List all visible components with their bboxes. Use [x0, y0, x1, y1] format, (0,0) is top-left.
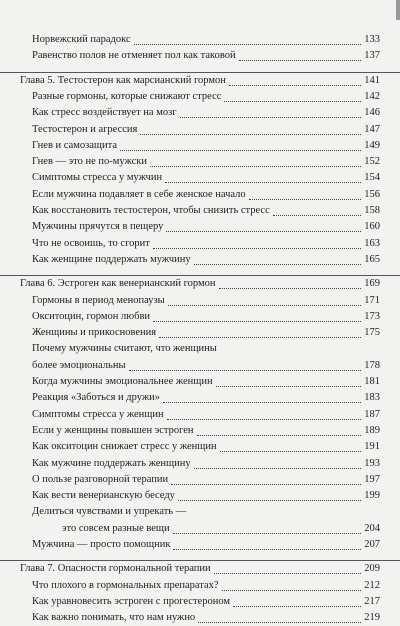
dot-leader [219, 287, 361, 289]
dot-leader [150, 165, 361, 167]
toc-entry-row[interactable] [0, 122, 400, 138]
toc-page-number: 163 [364, 237, 380, 249]
dot-leader [220, 450, 361, 452]
toc-entry-row[interactable] [0, 578, 400, 594]
toc-entry-row[interactable] [0, 309, 400, 325]
toc-entry-row[interactable] [0, 252, 400, 268]
toc-page-number: 141 [364, 74, 380, 86]
toc-entry-row[interactable] [0, 32, 400, 48]
toc-page-number: 219 [364, 612, 380, 624]
toc-entry-title: Как восстановить тестостерон, чтобы снизить стресс [32, 205, 270, 216]
toc-page-number: 191 [364, 441, 380, 453]
toc-entry-title: Как вести венерианскую беседу [32, 490, 175, 502]
dot-leader [153, 320, 361, 322]
toc-entry-row[interactable] [0, 594, 400, 610]
toc-entry-row[interactable] [0, 138, 400, 154]
dot-leader [120, 149, 361, 151]
toc-entry-row[interactable] [0, 105, 400, 121]
toc-entry-row[interactable] [0, 187, 400, 203]
toc-page-number: 146 [364, 107, 380, 119]
toc-entry-title: Если у женщины повышен эстроген [32, 424, 194, 436]
dot-leader [233, 605, 361, 607]
dot-leader [222, 589, 361, 591]
toc-entry-row[interactable] [0, 521, 400, 537]
toc-page-number: 160 [364, 221, 380, 233]
toc-page-number: 189 [364, 424, 380, 436]
dot-leader [194, 263, 361, 265]
toc-entry-row[interactable] [0, 48, 400, 64]
toc-entry-title: Окситоцин, гормон любви [32, 310, 151, 322]
dot-leader [166, 230, 361, 232]
dot-leader [197, 434, 361, 436]
toc-page-number: 137 [364, 50, 380, 62]
toc-entry-title: Как женщине поддержать мужчину [32, 253, 191, 265]
toc-page-number: 171 [364, 294, 380, 306]
toc-page-number: 181 [364, 376, 380, 387]
toc-page-number: 154 [364, 172, 380, 184]
toc-entry-title: Симптомы стресса у мужчин [32, 172, 163, 184]
toc-page-number: 197 [364, 473, 380, 485]
toc-entry-title: Почему мужчины считают, что женщины [32, 343, 217, 355]
toc-page-number: 178 [364, 359, 380, 371]
toc-page-number: 165 [364, 253, 380, 265]
dot-leader [178, 499, 361, 501]
toc-entry-row[interactable] [0, 610, 400, 626]
dot-leader [214, 572, 361, 574]
toc-entry-row[interactable] [0, 472, 400, 488]
dot-leader [165, 181, 361, 183]
dot-leader [171, 483, 361, 485]
toc-entry-row[interactable] [0, 341, 400, 357]
dot-leader [198, 621, 361, 623]
toc-entry-row[interactable] [0, 358, 400, 374]
toc-page-number: 142 [364, 90, 380, 102]
toc-entry-title: Гнев — это не по-мужски [32, 156, 147, 168]
toc-page-number: 199 [364, 490, 380, 502]
toc-entry-row[interactable] [0, 203, 400, 219]
toc-entry-row[interactable] [0, 456, 400, 472]
toc-entry-row[interactable] [0, 170, 400, 186]
toc-entry-title: Как окситоцин снижает стресс у женщин [32, 441, 217, 453]
toc-page-number: 149 [364, 139, 380, 151]
toc-entry-title: Симптомы стресса у женщин [32, 408, 164, 420]
toc-page-number: 158 [364, 205, 380, 216]
dot-leader [273, 214, 361, 216]
toc-entry-title: Женщины и прикосновения [32, 327, 157, 339]
toc-entry-title: Когда мужчины эмоциональнее женщин [32, 376, 213, 387]
toc-entry-title: Реакция «Заботься и дружи» [32, 392, 160, 404]
dot-leader [167, 418, 361, 420]
toc-entry-title: Как стресс воздействует на мозг [32, 107, 177, 119]
toc-entry-row[interactable] [0, 219, 400, 235]
toc-page-number: 156 [364, 188, 380, 200]
toc-entry-row[interactable] [0, 325, 400, 341]
dot-leader [249, 198, 361, 200]
toc-page-number: 204 [364, 522, 380, 534]
toc-entry-title: Тестостерон и агрессия [32, 123, 138, 135]
toc-entry-title: Норвежский парадокс [32, 34, 131, 45]
toc-entry-title: О пользе разговорной терапии [32, 473, 169, 485]
toc-entry-row[interactable] [0, 488, 400, 504]
toc-entry-title: Глава 6. Эстроген как венерианский гормон [20, 278, 216, 290]
toc-entry-title: Как важно понимать, что нам нужно [32, 612, 196, 624]
toc-entry-row[interactable] [0, 504, 400, 520]
toc-entry-title: Глава 7. Опасности гормональной терапии [20, 563, 211, 575]
toc-entry-title: Если мужчина подавляет в себе женское начало [32, 188, 246, 200]
dot-leader [173, 532, 361, 534]
toc-entry-title: Что не освоишь, то сгорит [32, 237, 150, 249]
dot-leader [163, 401, 361, 403]
toc-chapter-row[interactable] [0, 73, 400, 89]
toc-entry-title: Мужчины прячутся в пещеру [32, 221, 164, 233]
dot-leader [194, 467, 361, 469]
dot-leader [180, 116, 361, 118]
toc-page-number: 217 [364, 595, 380, 607]
toc-page-number: 183 [364, 392, 380, 404]
dot-leader [168, 304, 361, 306]
toc-entry-title: Гнев и самозащита [32, 139, 118, 151]
toc-page-number: 147 [364, 123, 380, 135]
toc-entry-title: это совсем разные вещи [62, 522, 170, 534]
toc-entry-title: более эмоциональны [32, 359, 126, 371]
toc-entry-title: Как мужчине поддержать женщину [32, 457, 191, 469]
toc-entry-row[interactable] [0, 439, 400, 455]
toc-entry-title: Как уравновесить эстроген с прогестероном [32, 595, 231, 607]
toc-page-number: 193 [364, 457, 380, 469]
toc-page-number: 169 [364, 278, 380, 290]
dot-leader [153, 247, 361, 249]
toc-entry-row[interactable] [0, 390, 400, 406]
dot-leader [239, 59, 361, 61]
toc-entry-title: Глава 5. Тестостерон как марсианский гормон [20, 74, 226, 86]
toc-page-number: 152 [364, 156, 380, 168]
toc-chapter-row[interactable] [0, 276, 400, 292]
toc-entry-row[interactable] [0, 423, 400, 439]
toc-page-number: 187 [364, 408, 380, 420]
toc-entry-title: Гормоны в период менопаузы [32, 294, 165, 306]
toc-entry-title: Делиться чувствами и упрекать — [32, 506, 187, 518]
page-edge-mark [396, 0, 400, 20]
dot-leader [140, 133, 361, 135]
toc-entry-row[interactable] [0, 374, 400, 390]
toc-entry-title: Равенство полов не отменяет пол как таковой [32, 50, 236, 62]
toc-page-number: 133 [364, 34, 380, 45]
toc-chapter-row[interactable] [0, 561, 400, 577]
toc-entry-title: Разные гормоны, которые снижают стресс [32, 90, 222, 102]
toc-entry-title: Мужчина — просто помощник [32, 539, 171, 550]
dot-leader [173, 548, 361, 550]
dot-leader [134, 43, 361, 45]
toc-entry-row[interactable] [0, 89, 400, 105]
dot-leader [224, 100, 361, 102]
toc-page-number: 175 [364, 327, 380, 339]
toc-entry-row[interactable] [0, 154, 400, 170]
toc-page-number: 207 [364, 539, 380, 550]
dot-leader [229, 84, 361, 86]
dot-leader [216, 385, 361, 387]
toc-page-number: 173 [364, 310, 380, 322]
toc-entry-row[interactable] [0, 293, 400, 309]
toc-page-number: 212 [364, 579, 380, 591]
dot-leader [129, 369, 361, 371]
toc-entry-row[interactable] [0, 236, 400, 252]
toc-entry-row[interactable] [0, 537, 400, 553]
toc-page-number: 209 [364, 563, 380, 575]
dot-leader [159, 336, 361, 338]
toc-entry-title: Что плохого в гормональных препаратах? [32, 579, 219, 591]
toc-entry-row[interactable] [0, 407, 400, 423]
